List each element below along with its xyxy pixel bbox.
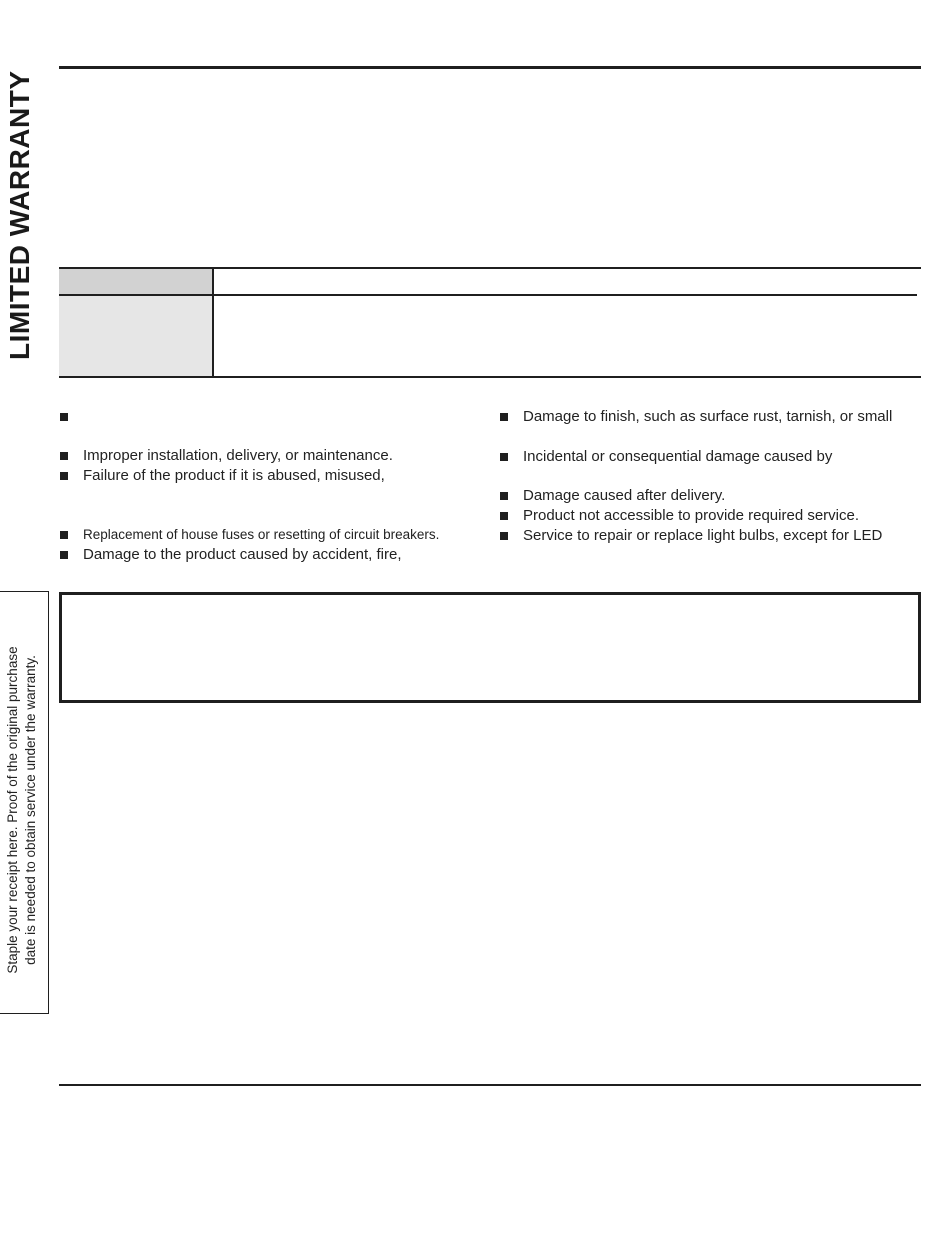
bullet-square-icon — [60, 472, 68, 480]
receipt-instructions — [4, 625, 44, 995]
exclusions-list-right — [500, 0, 930, 544]
exclusion-text: Failure of the product if it is abused, misused, — [83, 467, 385, 484]
table-header-cell — [59, 269, 212, 294]
page-title: LIMITED WARRANTY — [4, 70, 35, 360]
top-divider — [59, 66, 921, 69]
bullet-square-icon — [500, 492, 508, 500]
bullet-square-icon — [60, 452, 68, 460]
table-column-divider — [212, 269, 214, 376]
bottom-divider — [59, 1084, 921, 1086]
exclusion-text: Product not accessible to provide required service. — [523, 507, 860, 524]
exclusions-list-left — [60, 0, 490, 563]
bullet-square-icon — [500, 512, 508, 520]
exclusion-text: Damage caused after delivery. — [523, 487, 726, 504]
exclusion-text: Incidental or consequential damage caused by — [523, 448, 833, 465]
table-body-cell — [59, 296, 212, 376]
receipt-instructions-line-2: date is needed to obtain service under the warranty. — [23, 655, 38, 965]
exclusion-text: Damage to finish, such as surface rust, tarnish, or small — [523, 408, 893, 425]
exclusion-text: Improper installation, delivery, or maintenance. — [83, 447, 393, 464]
exclusion-text: Service to repair or replace light bulbs, except for LED — [523, 527, 883, 544]
exclusion-text: Replacement of house fuses or resetting of circuit breakers. — [83, 527, 440, 542]
receipt-instructions-line-1: Staple your receipt here. Proof of the original purchase — [5, 646, 20, 974]
table-row-divider — [59, 294, 917, 296]
warranty-period-table — [59, 267, 921, 378]
bullet-square-icon — [60, 531, 68, 539]
limited-warranty-heading — [5, 30, 35, 360]
notice-box — [59, 592, 921, 703]
bullet-square-icon — [500, 453, 508, 461]
bullet-square-icon — [60, 551, 68, 559]
bullet-square-icon — [500, 532, 508, 540]
bullet-square-icon — [500, 413, 508, 421]
bullet-square-icon — [60, 413, 68, 421]
exclusion-text: Damage to the product caused by accident, fire, — [83, 546, 402, 563]
